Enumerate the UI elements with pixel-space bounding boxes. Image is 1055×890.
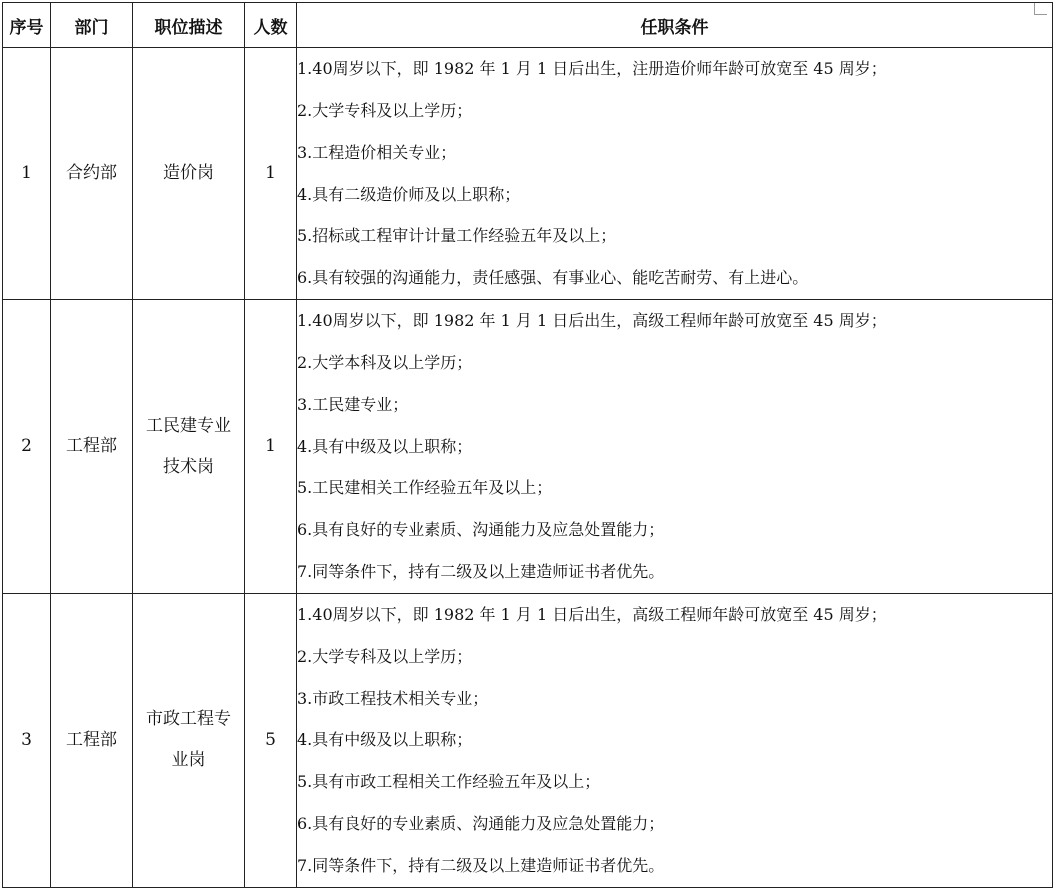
requirement-item: 5.招标或工程审计计量工作经验五年及以上； [297,226,617,246]
requirement-item: 7.同等条件下，持有二级及以上建造师证书者优先。 [297,855,665,875]
cell-count: 1 [245,300,297,594]
position-line: 工民建专业 [146,415,231,436]
position-line: 造价岗 [163,163,214,183]
cell-requirements [297,300,1053,594]
position-line: 业岗 [171,750,206,771]
cell-position [133,48,245,300]
cell-requirements [297,594,1053,888]
cell-department: 工程部 [51,594,133,888]
requirement-item: 5.工民建相关工作经验五年及以上； [297,478,553,498]
requirement-item: 7.同等条件下，持有二级及以上建造师证书者优先。 [297,561,665,581]
cell-department: 工程部 [51,300,133,594]
cell-index: 3 [3,594,51,888]
cell-position [133,300,245,594]
requirement-item: 3.市政工程技术相关专业； [297,688,489,708]
header-count: 人数 [245,3,297,48]
requirement-item: 5.具有市政工程相关工作经验五年及以上； [297,772,601,792]
requirement-item: 6.具有较强的沟通能力，责任感强、有事业心、能吃苦耐劳、有上进心。 [297,268,809,288]
header-department: 部门 [51,3,133,48]
header-requirements: 任职条件 [297,3,1053,48]
header-index: 序号 [3,3,51,48]
cell-department: 合约部 [51,48,133,300]
requirement-item: 1.40周岁以下，即 1982 年 1 月 1 日后出生，高级工程师年龄可放宽至 45 周岁； [297,311,887,331]
cell-requirements [297,48,1053,300]
requirement-item: 3.工程造价相关专业； [297,142,457,162]
position-line: 市政工程专 [146,709,231,730]
cell-index: 2 [3,300,51,594]
cell-count: 5 [245,594,297,888]
requirement-item: 1.40周岁以下，即 1982 年 1 月 1 日后出生，注册造价师年龄可放宽至 45 周岁； [297,59,887,79]
recruitment-table [2,2,1053,888]
header-position: 职位描述 [133,3,245,48]
cell-position [133,594,245,888]
requirement-item: 6.具有良好的专业素质、沟通能力及应急处置能力； [297,813,665,833]
requirement-item: 2.大学专科及以上学历； [297,100,473,120]
cell-index: 1 [3,48,51,300]
table-row [3,300,1053,594]
table-row [3,594,1053,888]
requirement-item: 3.工民建专业； [297,394,409,414]
requirement-item: 2.大学本科及以上学历； [297,353,473,372]
table-header-row [3,3,1053,48]
table-row [3,48,1053,300]
position-line: 技术岗 [163,456,214,477]
requirement-item: 4.具有中级及以上职称； [297,436,473,456]
requirement-item: 4.具有二级造价师及以上职称； [297,184,521,204]
cell-count: 1 [245,48,297,300]
requirement-item: 4.具有中级及以上职称； [297,730,473,750]
requirement-item: 6.具有良好的专业素质、沟通能力及应急处置能力； [297,520,665,540]
requirement-item: 2.大学专科及以上学历； [297,646,473,666]
requirement-item: 1.40周岁以下，即 1982 年 1 月 1 日后出生，高级工程师年龄可放宽至 45 周岁； [297,605,887,624]
